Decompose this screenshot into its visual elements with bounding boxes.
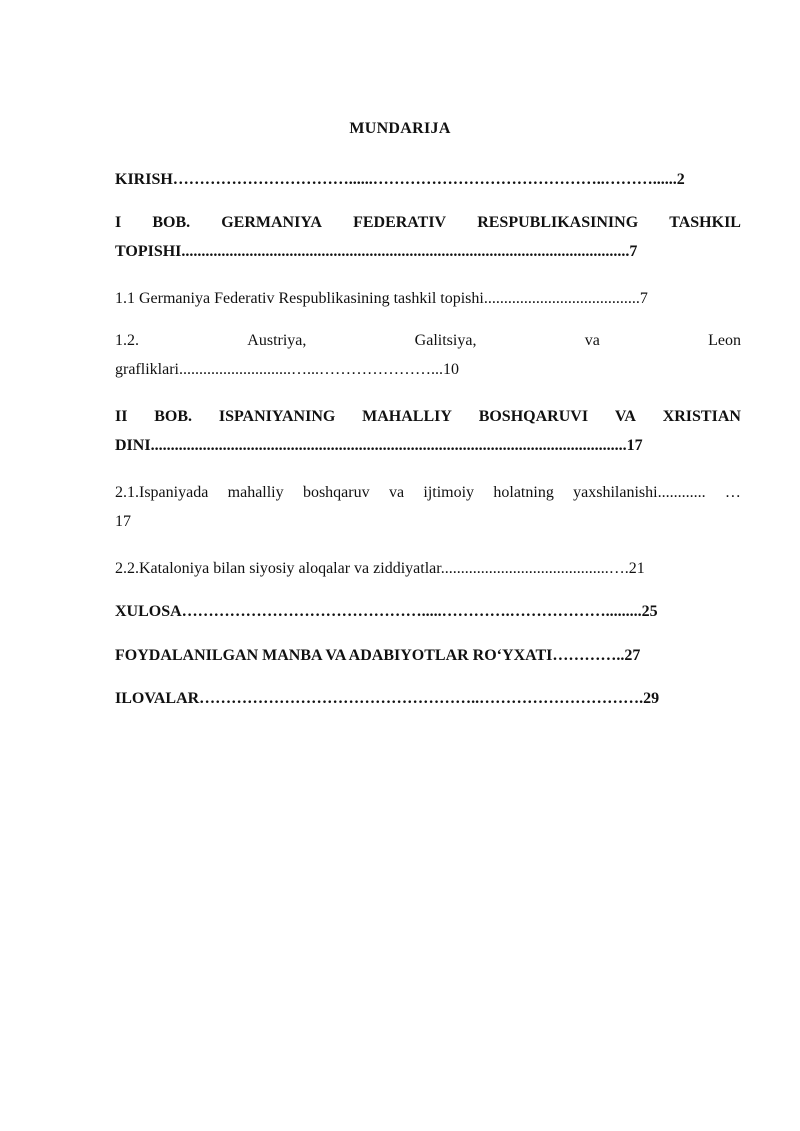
word: va <box>388 484 405 501</box>
word: va <box>584 332 600 349</box>
word: XRISTIAN <box>662 408 741 425</box>
word: Austriya, <box>247 332 307 349</box>
word: Galitsiya, <box>414 332 477 349</box>
word: VA <box>614 408 636 425</box>
word: 1.2. <box>115 332 139 349</box>
toc-entry-2-1-line2: 17 <box>115 513 131 530</box>
word: boshqaruv <box>302 484 370 501</box>
word: ijtimoiy <box>423 484 475 501</box>
toc-entry-2-1-line1 <box>115 478 741 507</box>
toc-entry-chapter-1-line1 <box>115 208 741 237</box>
word: 2.1.Ispaniyada <box>115 484 209 501</box>
toc-entry-1-2-line1 <box>115 326 741 355</box>
word: BOB. <box>152 214 191 231</box>
toc-entry-chapter-1-line2: TOPISHI................................................................................................................7 <box>115 243 638 260</box>
word: BOB. <box>154 408 193 425</box>
toc-entry-ilovalar: ILOVALAR……………………………………………..………………………….29 <box>115 690 660 707</box>
toc-title: MUNDARIJA <box>349 120 451 137</box>
toc-entry-chapter-2-line1 <box>115 402 741 431</box>
toc-entry-2-2: 2.2.Kataloniya bilan siyosiy aloqalar va ziddiyatlar..........................................….21 <box>115 560 645 577</box>
word: holatning <box>493 484 554 501</box>
toc-entry-xulosa: XULOSA……………………………………….....………….……………….........25 <box>115 603 658 620</box>
toc-entry-kirish: KIRISH……………………………......……………………………………..………......2 <box>115 171 685 188</box>
toc-entry-references: FOYDALANILGAN MANBA VA ADABIYOTLAR RO‘YXATI…………..27 <box>115 647 641 664</box>
word: RESPUBLIKASINING <box>477 214 639 231</box>
word: TASHKIL <box>669 214 741 231</box>
word: … <box>724 484 741 501</box>
word: mahalliy <box>227 484 284 501</box>
toc-entry-2-1 <box>115 478 741 536</box>
word: FEDERATIV <box>353 214 447 231</box>
word: ISPANIYANING <box>218 408 336 425</box>
word: Leon <box>708 332 741 349</box>
word: yaxshilanishi............ <box>573 484 706 501</box>
toc-entry-1-2 <box>115 326 741 384</box>
toc-entry-chapter-2-line2: DINI.......................................................................................................................17 <box>115 437 643 454</box>
toc-entry-1-2-line2: grafliklari............................…...…………………...10 <box>115 361 459 378</box>
toc-entry-chapter-2 <box>115 402 741 460</box>
toc-entry-chapter-1 <box>115 208 741 266</box>
toc-entry-1-1: 1.1 Germaniya Federativ Respublikasining tashkil topishi.......................................7 <box>115 290 648 307</box>
word: II <box>115 408 128 425</box>
word: BOSHQARUVI <box>478 408 589 425</box>
word: GERMANIYA <box>221 214 322 231</box>
word: I <box>115 214 122 231</box>
word: MAHALLIY <box>362 408 452 425</box>
